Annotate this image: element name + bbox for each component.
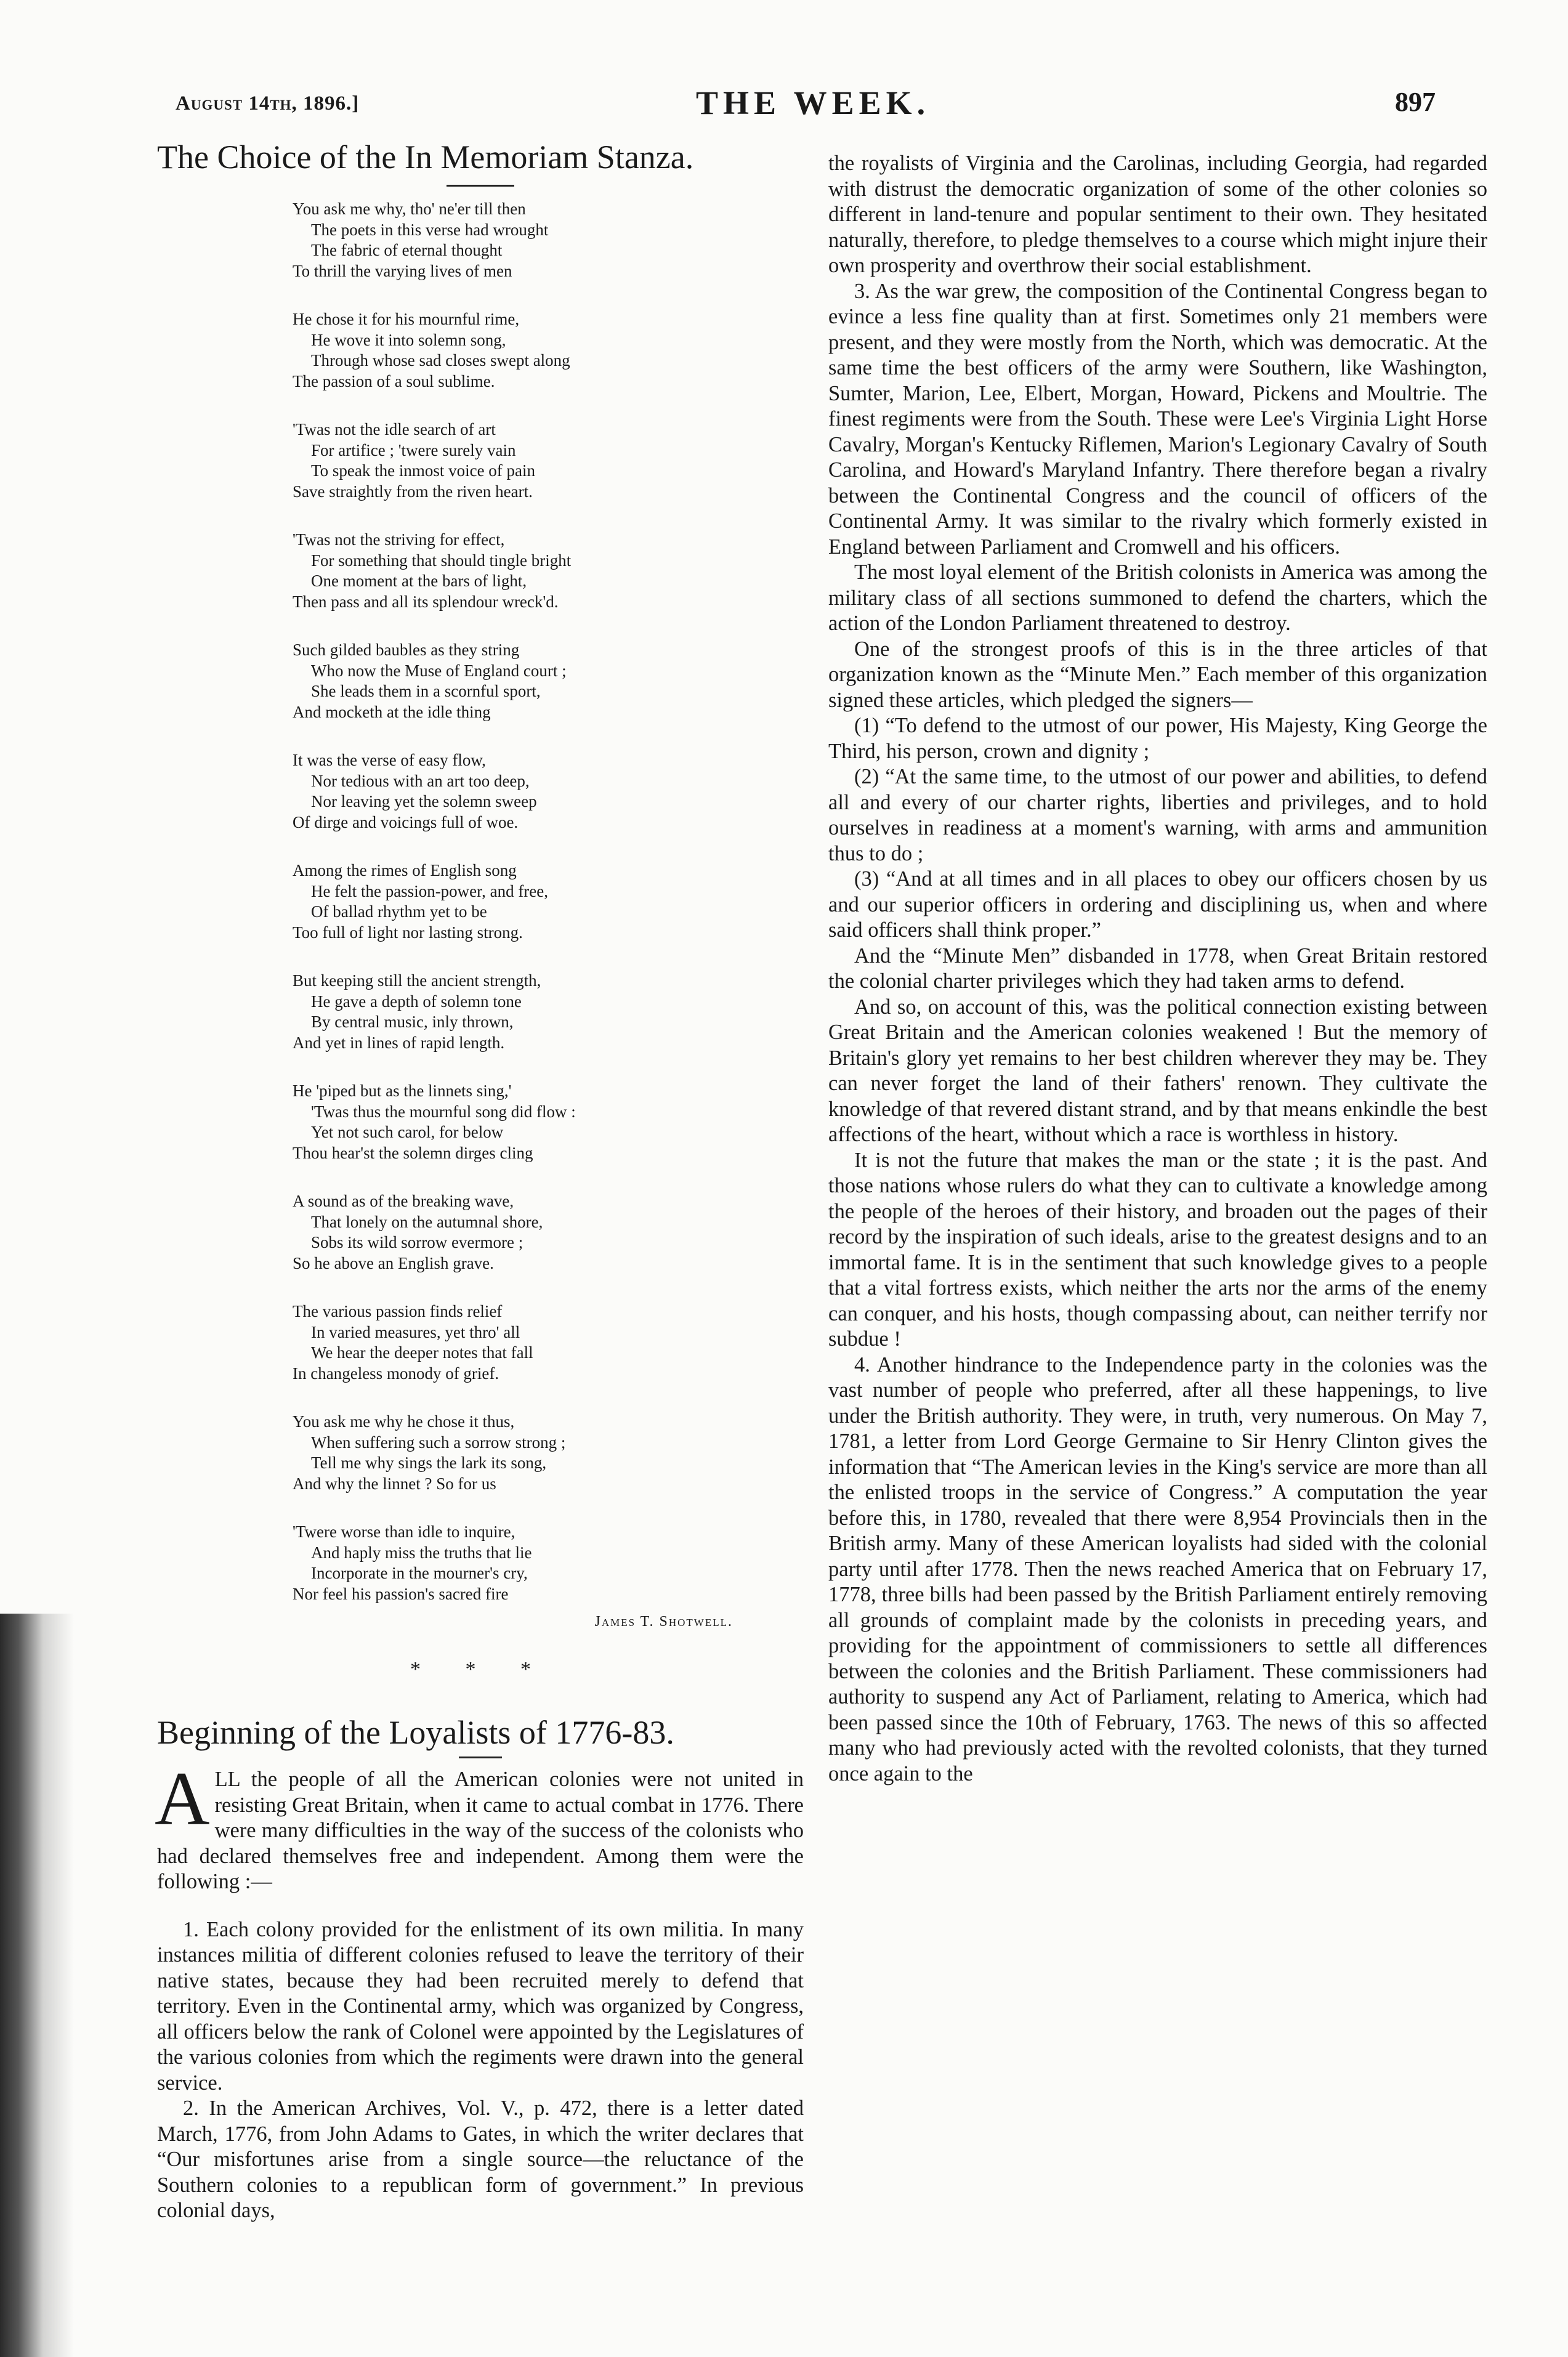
essay-paragraph-1: 1. Each colony provided for the enlistment of its own militia. In many instances militia of different colonies refused to leave the territory of their native states, because they had been recruited merely to defend that territory. Even in the Continental army, which was organized by Congress, all officers below the rank of Colonel were appointed by the Legislatures of the various colonies from which the regiments were drawn into the general service. [157,1917,804,2095]
article-3: (3) “And at all times and in all places to obey our officers chosen by us and our superior officers in ordering and disciplining us, when and where said officers shall think proper.” [828,867,1487,942]
poem-stanza [293,640,804,722]
poem-line: Sobs its wild sorrow evermore ; [311,1233,523,1251]
essay-paragraph-7: And so, on account of this, was the political connection existing between Great Britain and the American colonies weakened ! But the memory of Britain's glory yet remains to her best children wherever they may be. They can never forget the land of their fathers' renown. They cultivate the knowledge of that revered distant strand, and by that means enkindle the best affections of the heart, without which a race is worthless in history. [828,995,1487,1146]
poem-stanza [293,750,804,833]
poem-line: Too full of light nor lasting strong. [293,923,523,942]
poem-line: The poets in this verse had wrought [311,220,549,239]
poem-line: Nor feel his passion's sacred fire [293,1584,509,1603]
poem-line: When suffering such a sorrow strong ; [311,1433,566,1452]
poem-line: Tell me why sings the lark its song, [311,1453,547,1472]
poem-line: The passion of a soul sublime. [293,371,495,390]
essay-paragraph-2: 2. In the American Archives, Vol. V., p. 472, there is a letter dated March, 1776, from John Adams to Gates, in which the writer declares that “Our misfortunes arise from a single source—the reluctance of the Southern colonies to a republican form of government.” In previous colonial days, [157,2096,804,2222]
poem-line: So he above an English grave. [293,1253,494,1272]
poem-stanza [293,199,804,281]
poem-line: We hear the deeper notes that fall [311,1343,533,1362]
poem-line: 'Twas not the idle search of art [293,420,496,439]
page-header [0,0,1568,160]
publication-title: THE WEEK. [696,84,931,121]
essay-intro [155,1757,804,1895]
poem-stanza [293,860,804,943]
poem-line: Save straightly from the riven heart. [293,482,533,501]
poem-line: By central music, inly thrown, [311,1013,514,1031]
poem-line: Then pass and all its splendour wreck'd. [293,592,559,611]
section-separator: * * * [410,1658,551,1681]
essay-paragraph-8: It is not the future that makes the man or the state ; it is the past. And those nations whose rulers do what they can to cultivate a knowledge among the people of the heroes of their history, and broaden out the pages of their record by the inspiration of such ideals, arise to the greatest designs and to an immortal fame. It is in the sentiment that such knowledge gives to a people that a vital fortress exists, which neither the arts nor the arms of the enemy can conquer, and his hosts, though compassing about, can neither terrify nor subdue ! [828,1148,1487,1351]
poem-stanza [293,1081,804,1163]
poem-line: 'Twas thus the mournful song did flow : [311,1102,576,1121]
poem-line: The fabric of eternal thought [311,241,503,259]
page-number: 897 [1395,87,1436,117]
poem-line: Of dirge and voicings full of woe. [293,812,519,831]
poem-title: The Choice of the In Memoriam Stanza. [157,139,694,176]
poem-line: Nor tedious with an art too deep, [311,771,530,790]
essay-paragraph-6: And the “Minute Men” disbanded in 1778, when Great Britain restored the colonial charter privileges which they had taken arms to defend. [828,944,1487,993]
poem-line: He 'piped but as the linnets sing,' [293,1081,512,1100]
poem-line: Among the rimes of English song [293,861,517,879]
title-rule [447,185,514,187]
poem-line: In changeless monody of grief. [293,1364,499,1383]
poem-stanza [293,419,804,502]
poem-line: A sound as of the breaking wave, [293,1192,514,1210]
poem-line: Such gilded baubles as they string [293,641,520,659]
poem-line: Thou hear'st the solemn dirges cling [293,1143,533,1162]
poem-line: Who now the Muse of England court ; [311,661,567,680]
left-column [157,137,804,2329]
poem-line: And haply miss the truths that lie [311,1543,532,1562]
article-1: (1) “To defend to the utmost of our power, His Majesty, King George the Third, his person, crown and dignity ; [828,714,1487,763]
poem-line: You ask me why he chose it thus, [293,1412,515,1431]
essay-title: Beginning of the Loyalists of 1776-83. [157,1714,674,1751]
essay-paragraph-9: 4. Another hindrance to the Independence party in the colonies was the vast number of people who preferred, after all these happenings, to live under the British authority. They were, in truth, very numerous. On May 7, 1781, a letter from Lord George Germaine to Sir Henry Clinton gives the information that “The American levies in the King's service are more than all the enlisted troops in the service of Congress.” A computation the year before this, in 1780, revealed that there were 8,954 Provincials then in the British army. Many of these American loyalists had sided with the colonial party until after 1778. Then the news reached America that on February 17, 1778, three bills had been passed by the British Parliament entirely removing all grounds of complaint made by the colonists in preceding years, and providing for the appointment of commissioners to settle all differences between the colonies and the British Parliament. These commissioners had authority to suspend any Act of Parliament, relating to America, which had been passed since the 10th of February, 1763. The news of this so affected many who had previously acted with the revolted colonists, that they turned once again to the [828,1352,1487,1785]
poem-line: But keeping still the ancient strength, [293,971,541,990]
poem-body [293,199,804,1604]
poem-stanza [293,309,804,392]
poem-line: That lonely on the autumnal shore, [311,1212,543,1231]
poem-line: He wove it into solemn song, [311,330,506,349]
poem-line: He chose it for his mournful rime, [293,310,520,328]
poem-line: You ask me why, tho' ne'er till then [293,200,526,218]
poem-author: James T. Shotwell. [594,1614,733,1630]
poem-line: He gave a depth of solemn tone [311,992,522,1011]
essay-paragraph-2-continued: the royalists of Virginia and the Carolinas, including Georgia, had regarded with distrust the democratic organization of some of the other colonies so different in land-tenure and popular sentiment to their own. They hesitated naturally, therefore, to pledge themselves to a course which might injure their own prosperity and overthrow their social establishment. [828,152,1487,277]
poem-line: And yet in lines of rapid length. [293,1033,505,1052]
poem-stanza [293,530,804,612]
poem-line: Of ballad rhythm yet to be [311,902,487,921]
poem-line: In varied measures, yet thro' all [311,1322,520,1341]
header-date: August 14th, 1896.] [176,92,360,115]
right-column [828,151,1487,2331]
essay-paragraph-3: 3. As the war grew, the composition of the Continental Congress began to evince a less fine quality than at first. Sometimes only 21 members were present, and they were mostly from the North, which was democratic. At the same time the best officers of the army were Southern, like Washington, Sumter, Marion, Lee, Elbert, Morgan, Howard, Pickens and Moultrie. The finest regiments were from the South. These were Lee's Virginia Light Horse Cavalry, Morgan's Kentucky Riflemen, Marion's Legionary Cavalry of South Carolina, and Howard's Maryland Infantry. There therefore began a rivalry between the Continental Congress and the council of officers of the Continental Army. It was similar to the rivalry which formerly existed in England between Parliament and Cromwell and his officers. [828,279,1487,559]
poem-stanza [293,971,804,1053]
page-edge-shadow [0,1614,74,2357]
essay-paragraph-5: One of the strongest proofs of this is in the three articles of that organization known as the “Minute Men.” Each member of this organization signed these articles, which pledged the signers— [828,637,1487,712]
poem-line: Yet not such carol, for below [311,1123,504,1141]
poem-line: It was the verse of easy flow, [293,751,486,769]
poem-stanza [293,1412,804,1494]
drop-cap: A [155,1757,210,1841]
poem-line: The various passion finds relief [293,1302,503,1320]
poem-line: She leads them in a scornful sport, [311,682,541,700]
poem-line: And mocketh at the idle thing [293,702,491,721]
poem-line: To thrill the varying lives of men [293,261,512,280]
poem-line: Through whose sad closes swept along [311,351,570,370]
poem-stanza [293,1191,804,1274]
essay-title-rule [459,1757,502,1758]
poem-line: 'Twas not the striving for effect, [293,530,505,549]
poem-line: And why the linnet ? So for us [293,1474,496,1493]
poem-line: For artifice ; 'twere surely vain [311,440,516,459]
poem-stanza [293,1522,804,1604]
poem-line: One moment at the bars of light, [311,572,527,590]
poem-line: For something that should tingle bright [311,551,572,570]
poem-line: 'Twere worse than idle to inquire, [293,1522,515,1541]
article-2: (2) “At the same time, to the utmost of our power and abilities, to defend all and every of our charter rights, liberties and privileges, and to hold ourselves in readiness at a moment's warning, with arms and ammunition thus to do ; [828,765,1487,865]
essay-intro-text: LL the people of all the American colonies were not united in resisting Great Britain, when it came to actual combat in 1776. There were many difficulties in the way of the success of the colonists who had declared themselves free and independent. Among them were the following :— [157,1768,804,1893]
essay-paragraph-4: The most loyal element of the British colonists in America was among the military class of all sections summoned to defend the charters, which the action of the London Parliament threatened to destroy. [828,560,1487,635]
poem-line: Incorporate in the mourner's cry, [311,1564,528,1582]
poem-line: To speak the inmost voice of pain [311,461,536,480]
poem-line: He felt the passion-power, and free, [311,881,549,900]
poem-stanza [293,1301,804,1384]
poem-line: Nor leaving yet the solemn sweep [311,792,537,811]
